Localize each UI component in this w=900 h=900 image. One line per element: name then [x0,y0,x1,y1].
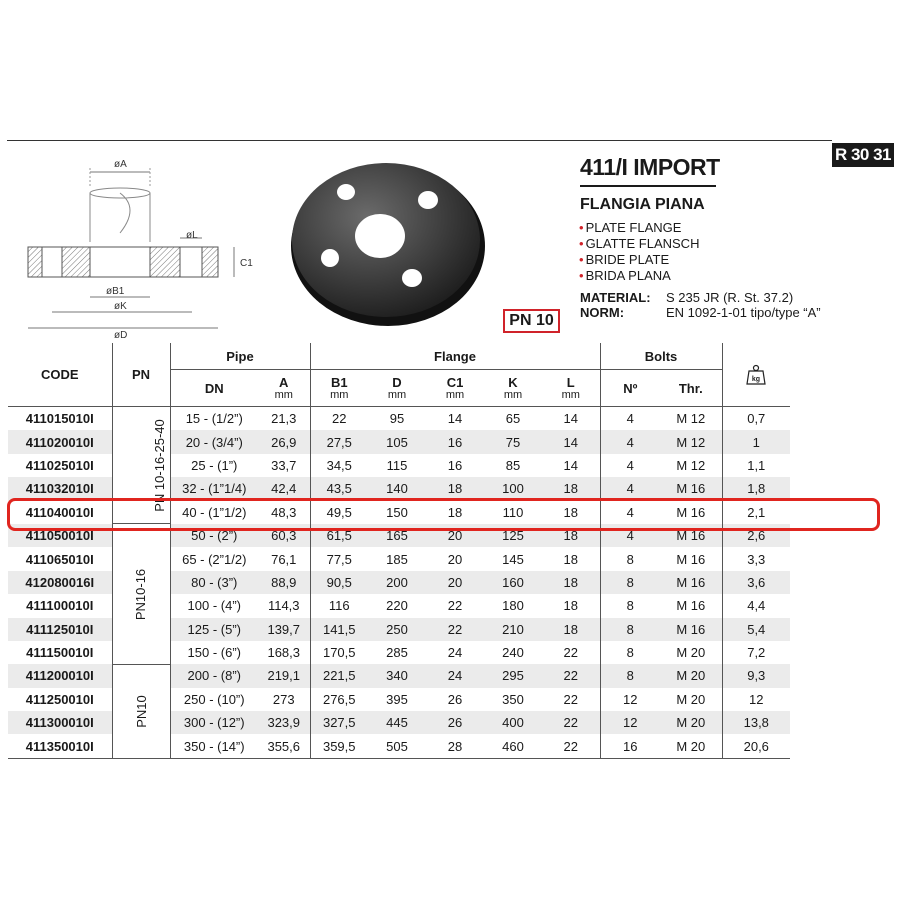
cell-kg: 13,8 [722,711,790,734]
cell-thr: M 16 [660,571,722,594]
cell-no: 4 [600,430,660,453]
cell-no: 4 [600,454,660,477]
cell-thr: M 16 [660,618,722,641]
cell-d: 250 [368,618,426,641]
cell-a: 42,4 [258,477,310,500]
cell-dn: 32 - (1”1/4) [170,477,258,500]
cell-b1: 22 [310,407,368,431]
cell-thr: M 20 [660,734,722,758]
cell-l: 18 [542,547,600,570]
pn-group-label: PN 10-16-25-40 [151,418,167,512]
dim-l-label: øL [186,230,198,241]
cell-code: 411050010I [8,524,112,547]
cell-b1: 327,5 [310,711,368,734]
weight-icon [745,364,767,386]
cell-thr: M 20 [660,688,722,711]
cell-d: 200 [368,571,426,594]
cell-thr: M 16 [660,594,722,617]
cell-k: 295 [484,664,542,687]
technical-drawing [22,150,262,340]
cell-thr: M 20 [660,664,722,687]
pn-group-label: PN10-16 [133,568,149,620]
cell-code: 411040010I [8,501,112,524]
translated-names [579,220,699,284]
cell-thr: M 16 [660,547,722,570]
name-de: • GLATTE FLANSCH [579,236,699,252]
cell-b1: 276,5 [310,688,368,711]
cell-a: 76,1 [258,547,310,570]
pn-group-cell [112,664,170,758]
cell-code: 411032010I [8,477,112,500]
cell-kg: 1,8 [722,477,790,500]
col-a: A mm [274,375,293,401]
cell-dn: 150 - (6”) [170,641,258,664]
cell-code: 411350010I [8,734,112,758]
cell-dn: 200 - (8”) [170,664,258,687]
cell-a: 48,3 [258,501,310,524]
cell-l: 18 [542,594,600,617]
cell-l: 18 [542,524,600,547]
cell-thr: M 16 [660,524,722,547]
dim-d-label: øD [114,330,128,340]
group-bolts: Bolts [600,343,722,370]
cell-k: 210 [484,618,542,641]
cell-kg: 20,6 [722,734,790,758]
cell-dn: 350 - (14”) [170,734,258,758]
cell-kg: 2,6 [722,524,790,547]
cell-kg: 1,1 [722,454,790,477]
cell-l: 14 [542,407,600,431]
cell-b1: 77,5 [310,547,368,570]
title-underline [580,185,716,187]
cell-l: 22 [542,688,600,711]
cell-k: 65 [484,407,542,431]
cell-l: 18 [542,571,600,594]
norm-label: NORM: [580,305,625,320]
cell-kg: 4,4 [722,594,790,617]
cell-kg: 5,4 [722,618,790,641]
cell-d: 165 [368,524,426,547]
col-thr: Thr. [678,380,703,396]
cell-a: 33,7 [258,454,310,477]
cell-l: 14 [542,430,600,453]
cell-d: 115 [368,454,426,477]
cell-dn: 80 - (3”) [170,571,258,594]
cell-kg: 1 [722,430,790,453]
spec-table [8,343,790,759]
cell-a: 26,9 [258,430,310,453]
cell-c1: 24 [426,641,484,664]
cell-d: 395 [368,688,426,711]
cell-b1: 141,5 [310,618,368,641]
col-b1: B1 mm [310,370,368,407]
cell-c1: 28 [426,734,484,758]
cell-dn: 100 - (4”) [170,594,258,617]
cell-kg: 2,1 [722,501,790,524]
cell-l: 22 [542,711,600,734]
cell-l: 22 [542,664,600,687]
cell-k: 85 [484,454,542,477]
cell-a: 219,1 [258,664,310,687]
cell-l: 22 [542,734,600,758]
col-d: D mm [387,375,407,401]
cell-c1: 20 [426,524,484,547]
catalog-code-badge: R 30 31 [832,143,894,167]
cell-code: 411015010I [8,407,112,431]
cell-a: 88,9 [258,571,310,594]
cell-c1: 20 [426,547,484,570]
pn-group-cell [112,524,170,664]
cell-no: 4 [600,524,660,547]
cell-c1: 18 [426,477,484,500]
cell-k: 110 [484,501,542,524]
cell-kg: 3,3 [722,547,790,570]
cell-k: 125 [484,524,542,547]
col-no: Nº [600,370,660,407]
cell-d: 105 [368,430,426,453]
cell-no: 8 [600,547,660,570]
cell-thr: M 20 [660,641,722,664]
cell-code: 412080016I [8,571,112,594]
cell-d: 95 [368,407,426,431]
dim-b1-label: øB1 [106,286,125,297]
cell-code: 411025010I [8,454,112,477]
cell-a: 139,7 [258,618,310,641]
col-l: L mm [561,375,580,401]
product-subtitle: FLANGIA PIANA [580,196,705,213]
col-c1: C1 mm [445,375,465,401]
cell-b1: 221,5 [310,664,368,687]
cell-code: 411250010I [8,688,112,711]
pn-badge: PN 10 [503,309,560,333]
cell-code: 411200010I [8,664,112,687]
table-row [8,664,790,687]
cell-kg: 7,2 [722,641,790,664]
norm-value: EN 1092-1-01 tipo/type “A” [666,305,821,320]
cell-l: 18 [542,501,600,524]
cell-b1: 34,5 [310,454,368,477]
weight-unit: kg [752,375,761,383]
material-value: S 235 JR (R. St. 37.2) [666,290,794,305]
col-k: K mm [503,375,523,401]
cell-b1: 359,5 [310,734,368,758]
cell-kg: 12 [722,688,790,711]
cell-a: 21,3 [258,407,310,431]
name-en: • PLATE FLANGE [579,220,699,236]
cell-k: 160 [484,571,542,594]
cell-d: 445 [368,711,426,734]
group-flange: Flange [310,343,600,370]
cell-dn: 50 - (2”) [170,524,258,547]
cell-d: 505 [368,734,426,758]
cell-c1: 20 [426,571,484,594]
cell-k: 400 [484,711,542,734]
cell-a: 355,6 [258,734,310,758]
name-es: • BRIDA PLANA [579,268,699,284]
cell-b1: 27,5 [310,430,368,453]
top-rule [7,140,832,141]
cell-c1: 18 [426,501,484,524]
cell-dn: 25 - (1”) [170,454,258,477]
cell-no: 8 [600,594,660,617]
cell-l: 14 [542,454,600,477]
cell-dn: 300 - (12”) [170,711,258,734]
cell-c1: 16 [426,430,484,453]
cell-kg: 0,7 [722,407,790,431]
cell-no: 8 [600,618,660,641]
cell-no: 12 [600,688,660,711]
cell-no: 4 [600,477,660,500]
col-code: CODE [40,367,79,382]
cell-c1: 16 [426,454,484,477]
name-fr: • BRIDE PLATE [579,252,699,268]
highlighted-row-outline [7,498,880,531]
cell-a: 114,3 [258,594,310,617]
cell-thr: M 12 [660,430,722,453]
cell-c1: 22 [426,618,484,641]
cell-a: 323,9 [258,711,310,734]
cell-code: 411125010I [8,618,112,641]
cell-code: 411020010I [8,430,112,453]
cell-thr: M 16 [660,501,722,524]
cell-l: 22 [542,641,600,664]
cell-code: 411150010I [8,641,112,664]
cell-dn: 250 - (10”) [170,688,258,711]
material-label: MATERIAL: [580,290,651,305]
cell-kg: 3,6 [722,571,790,594]
flange-photo [288,158,488,328]
col-dn: DN [204,380,224,396]
cell-no: 8 [600,664,660,687]
cell-kg: 9,3 [722,664,790,687]
cell-b1: 43,5 [310,477,368,500]
cell-c1: 24 [426,664,484,687]
dim-a-label: øA [114,159,127,170]
cell-k: 145 [484,547,542,570]
cell-dn: 40 - (1”1/2) [170,501,258,524]
cell-l: 18 [542,618,600,641]
material-line [580,290,793,305]
cell-k: 180 [484,594,542,617]
cell-dn: 65 - (2”1/2) [170,547,258,570]
cell-d: 220 [368,594,426,617]
product-title: 411/I IMPORT [580,154,720,180]
cell-a: 60,3 [258,524,310,547]
cell-c1: 14 [426,407,484,431]
cell-dn: 15 - (1/2”) [170,407,258,431]
cell-b1: 61,5 [310,524,368,547]
cell-k: 350 [484,688,542,711]
cell-no: 8 [600,641,660,664]
cell-dn: 125 - (5”) [170,618,258,641]
cell-a: 273 [258,688,310,711]
cell-d: 285 [368,641,426,664]
cell-k: 75 [484,430,542,453]
dim-c1-label: C1 [240,258,253,269]
pn-group-label: PN10 [133,695,149,728]
cell-c1: 22 [426,594,484,617]
group-pipe: Pipe [170,343,310,370]
cell-code: 411300010I [8,711,112,734]
cell-d: 340 [368,664,426,687]
cell-no: 16 [600,734,660,758]
norm-line [580,305,821,320]
cell-thr: M 16 [660,477,722,500]
col-pn: PN [112,343,170,407]
table-row [8,407,790,431]
cell-b1: 49,5 [310,501,368,524]
cell-no: 4 [600,407,660,431]
cell-b1: 90,5 [310,571,368,594]
cell-thr: M 20 [660,711,722,734]
cell-c1: 26 [426,688,484,711]
cell-d: 150 [368,501,426,524]
cell-b1: 116 [310,594,368,617]
cell-thr: M 12 [660,454,722,477]
cell-c1: 26 [426,711,484,734]
cell-k: 240 [484,641,542,664]
dim-k-label: øK [114,301,127,312]
cell-no: 12 [600,711,660,734]
cell-l: 18 [542,477,600,500]
cell-thr: M 12 [660,407,722,431]
cell-d: 185 [368,547,426,570]
col-weight [722,343,790,407]
cell-k: 460 [484,734,542,758]
cell-d: 140 [368,477,426,500]
cell-b1: 170,5 [310,641,368,664]
cell-k: 100 [484,477,542,500]
cell-no: 4 [600,501,660,524]
cell-code: 411100010I [8,594,112,617]
cell-a: 168,3 [258,641,310,664]
cell-no: 8 [600,571,660,594]
cell-dn: 20 - (3/4”) [170,430,258,453]
cell-code: 411065010I [8,547,112,570]
